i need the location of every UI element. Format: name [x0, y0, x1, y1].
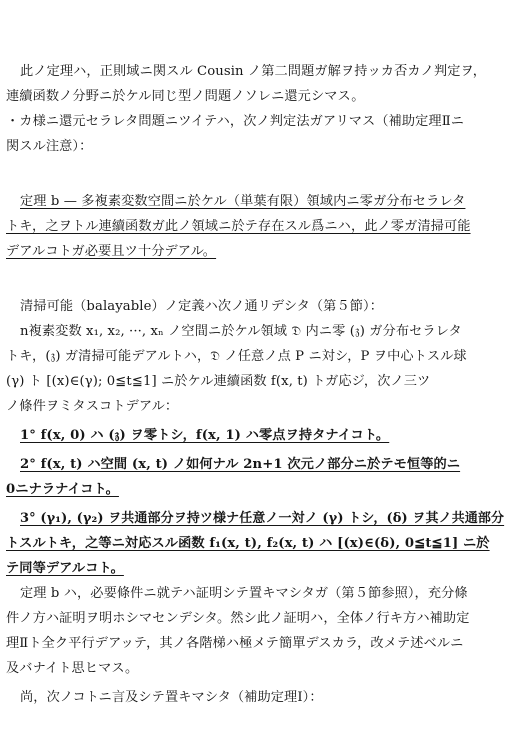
- paragraph-2-line-3: 理Ⅱト全ク平行デアッテ，其ノ各階梯ハ極メテ簡單デスカラ，改メテ述ベルニ: [6, 636, 464, 651]
- paragraph-2-line-1: 定理 b ハ，必要條件ニ就テハ証明シテ置キマシタガ（第５節参照），充分條: [20, 586, 468, 601]
- definition-line-5: ノ條件ヲミタスコトデアル：: [6, 399, 179, 414]
- definition-line-4: (γ) ト [(x)∈(γ); 0≦t≦1] ニ於ケル連續函数 f(x, t) トガ応ジ，次ノ三ツ: [6, 374, 431, 389]
- definition-line-3: トキ，(𝔷) ガ清掃可能デアルトハ，𝔇 ノ任意ノ点 P ニ対シ，P ヲ中心トスル球: [6, 349, 467, 364]
- paragraph-3-line-1: 尚，次ノコトニ言及シテ置キマシタ（補助定理Ⅰ）：: [20, 690, 323, 705]
- paragraph-2-line-2: 件ノ方ハ証明ヲ明ホシマセンデシタ。然シ此ノ証明ハ，全体ノ行キ方ハ補助定: [6, 611, 470, 626]
- theorem-b-line-2: トキ，之ヲトル連續函数ガ此ノ領域ニ於テ存在スル爲ニハ，此ノ零ガ清掃可能: [6, 219, 471, 234]
- theorem-b-line-3: デアルコトガ必要且ツ十分デアル。: [6, 244, 217, 259]
- theorem-b-line-1: 定理 b — 多複素変数空間ニ於ケル（単葉有限）領域内ニ零ガ分布セラレタ: [20, 194, 466, 209]
- condition-3-line-2: トスルトキ，之等ニ対応スル函数 f₁(x, t), f₂(x, t) ハ [(x)∈(δ), 0≦t≦1] ニ於: [6, 536, 490, 551]
- paragraph-1-line-3: ・カ様ニ還元セラレタ問題ニツイテハ，次ノ判定法ガアリマス（補助定理Ⅱニ: [6, 114, 465, 129]
- definition-line-2: n複素変数 x₁, x₂, ···, xₙ ノ空間ニ於ケル領域 𝔇 内ニ零 (𝔷) ガ分布セラレタ: [20, 324, 462, 339]
- condition-3-line-3: テ同等デアルコト。: [6, 561, 124, 576]
- paragraph-1-line-1: 此ノ定理ハ，正則域ニ関スル Cousin ノ第二問題ガ解ヲ持ッカ否カノ判定ヲ，: [20, 64, 487, 79]
- condition-1: 1° f(x, 0) ハ (𝔷) ヲ零トシ，f(x, 1) ハ零点ヲ持タナイコト。: [20, 428, 390, 443]
- condition-2-line-1: 2° f(x, t) ハ空間 (x, t) ノ如何ナル 2n+1 次元ノ部分ニ於テモ恒等的ニ: [20, 457, 461, 472]
- paragraph-2-line-4: 及バナイト思ヒマス。: [6, 661, 139, 676]
- paragraph-1-line-4: 関スル注意）：: [6, 139, 93, 154]
- definition-line-1: 清掃可能（balayable）ノ定義ハ次ノ通リデシタ（第５節）：: [20, 299, 384, 314]
- paragraph-1-line-2: 連續函数ノ分野ニ於ケル同じ型ノ問題ノソレニ還元シマス。: [6, 89, 365, 104]
- condition-3-line-1: 3° (γ₁), (γ₂) ヲ共通部分ヲ持ツ様ナ任意ノ一対ノ (γ) トシ，(δ) ヲ其ノ共通部分: [20, 511, 505, 526]
- condition-2-line-2: 0ニナラナイコト。: [6, 482, 119, 497]
